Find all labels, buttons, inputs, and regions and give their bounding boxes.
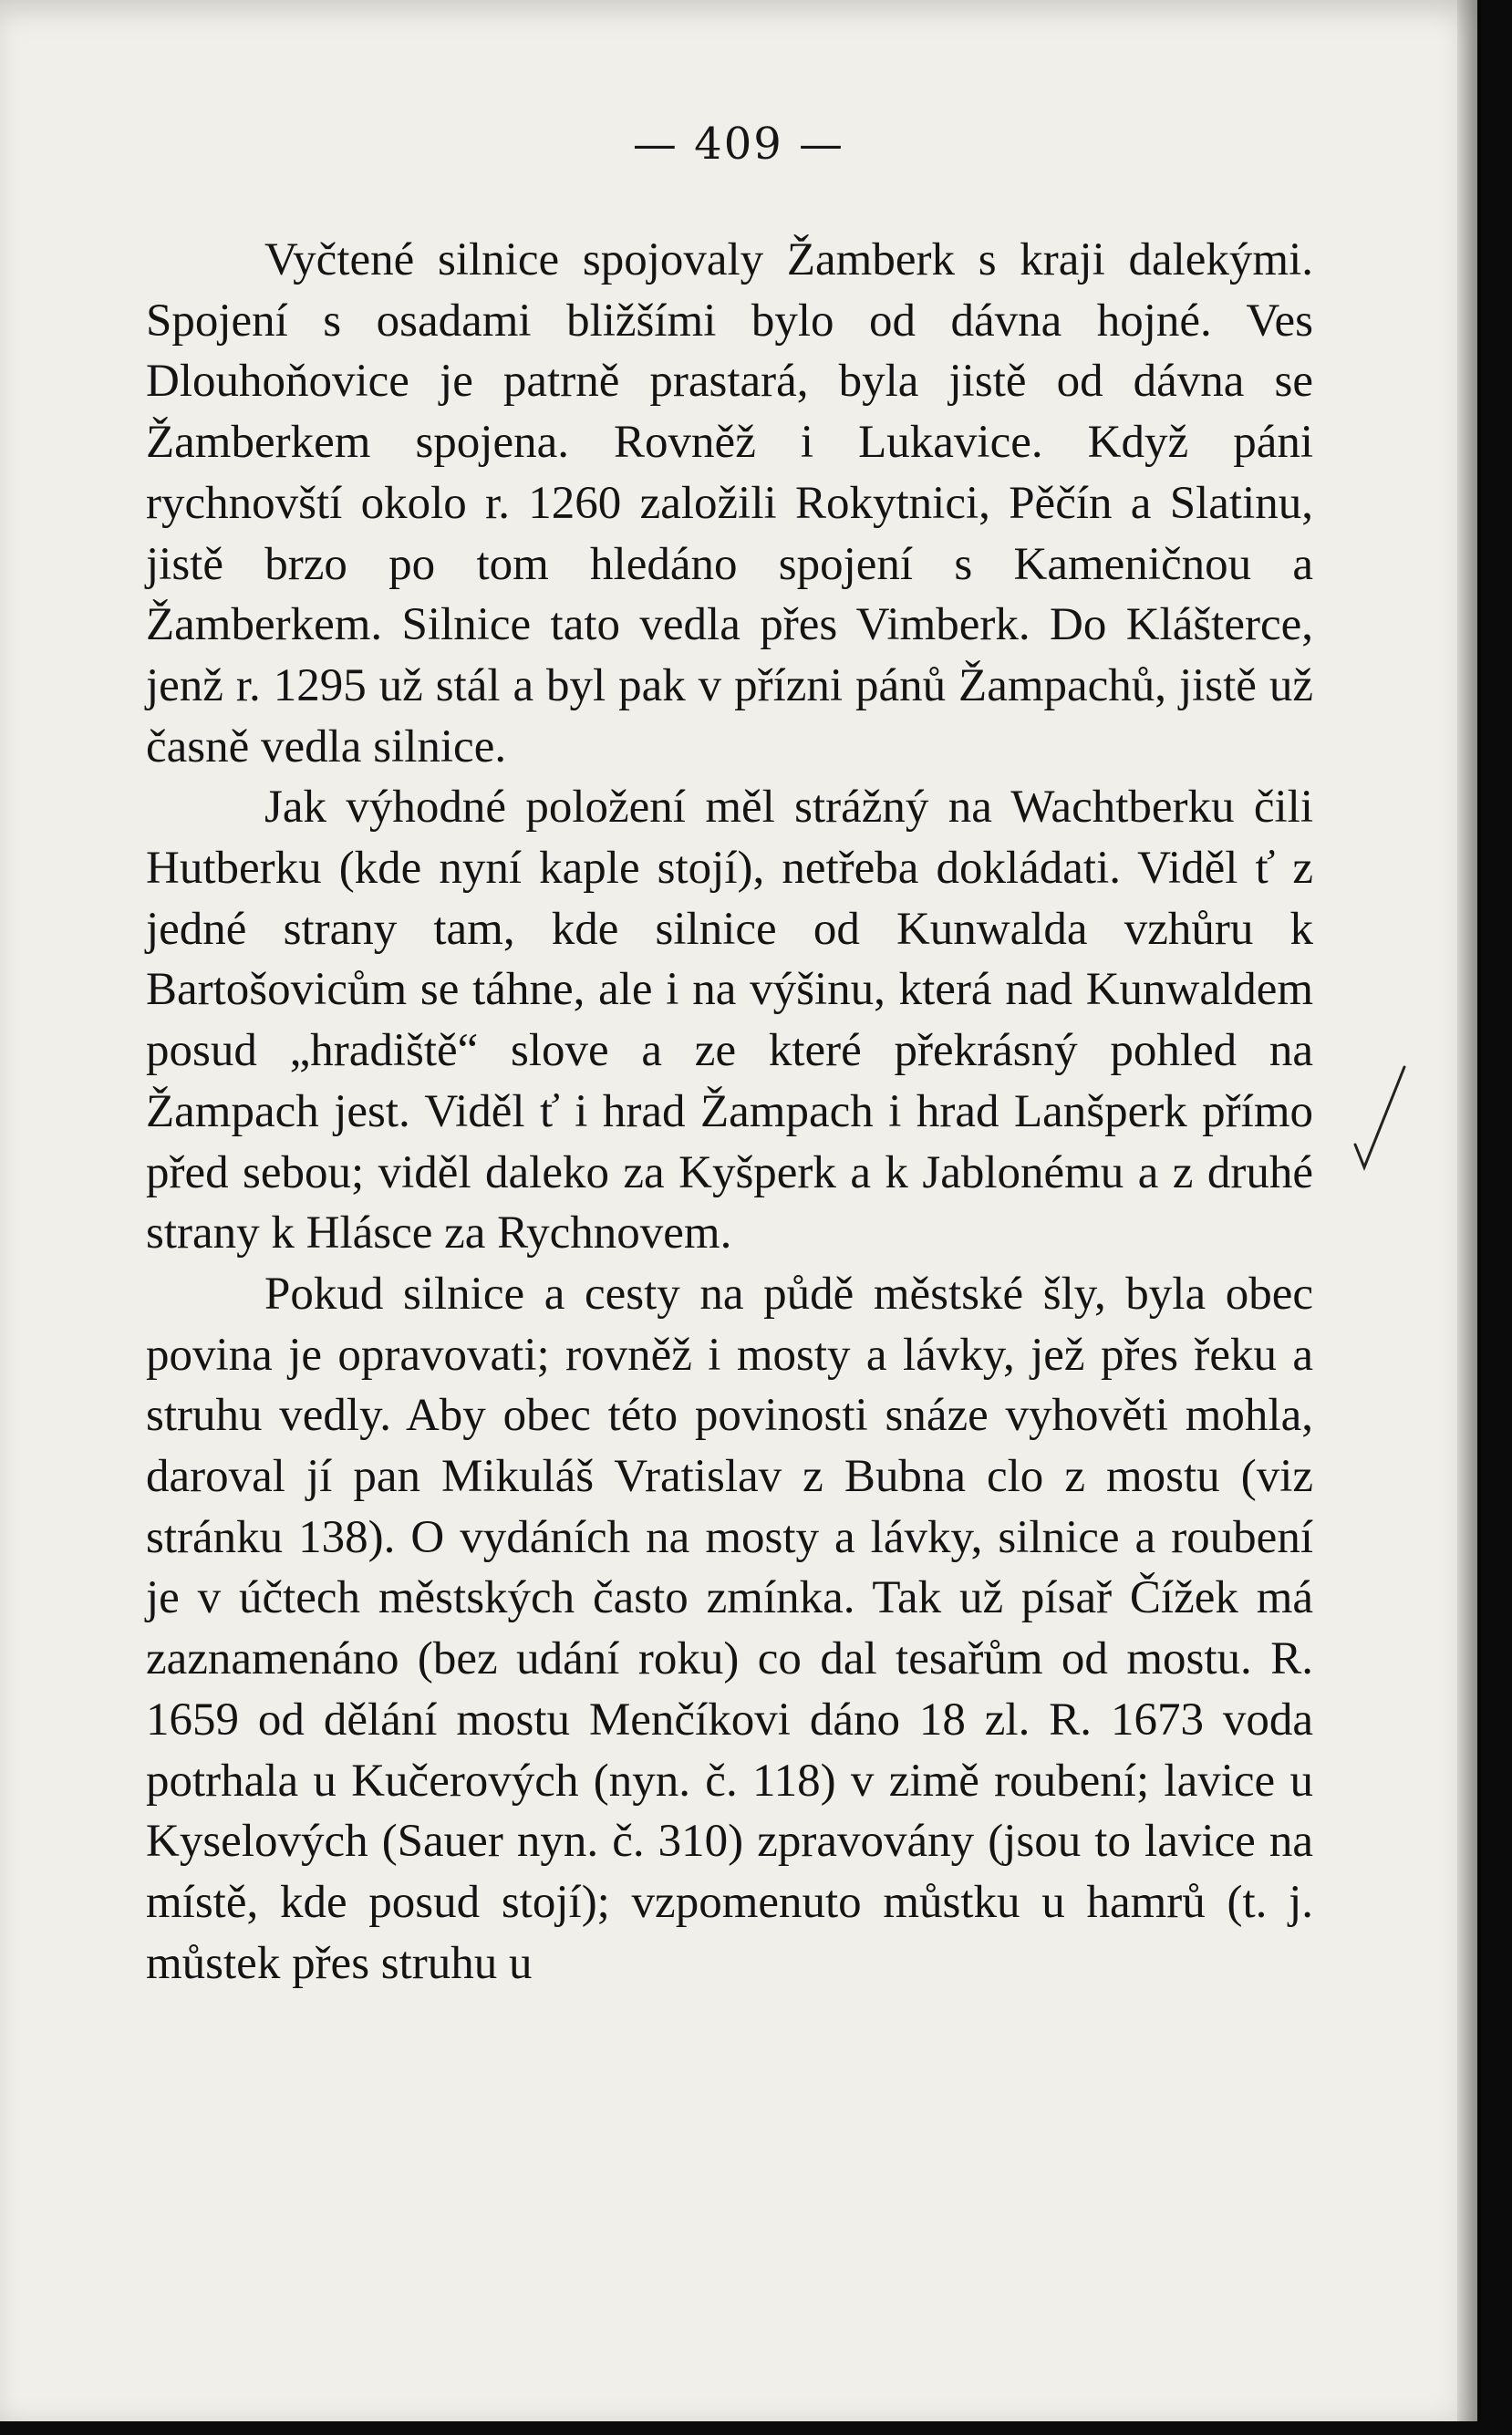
page-number: — 409 —: [632, 119, 845, 170]
margin-check-mark-icon: [1348, 1058, 1412, 1176]
page-spine-shadow: [1457, 0, 1481, 2421]
paragraph-3: Pokud silnice a cesty na půdě městské šly, byla obec povina je opravovati; rovněž i mosty a lávky, jež přes řeku a struhu vedly. Aby obec této povinosti snáze vyhověti mohla, daroval jí pan Mikuláš Vratislav z Bubna clo z mostu (viz stránku 138). O vydáních na mosty a lávky, silnice a roubení je v účtech městských často zmínka. Tak už písař Čížek má zaznamenáno (bez udání roku) co dal tesařům od mostu. R. 1659 od dělání mostu Menčíkovi dáno 18 zl. R. 1673 voda potrhala u Kučerových (nyn. č. 118) v zimě roubení; lavice u Kyselových (Sauer nyn. č. 310) zpravovány (jsou to lavice na místě, kde posud stojí); vzpomenuto můstku u hamrů (t. j. můstek přes struhu u: [146, 1268, 1313, 1989]
paragraph-1: Vyčtené silnice spojovaly Žamberk s kraji dalekými. Spojení s osadami bližšími bylo od dávna hojné. Ves Dlouhoňovice je patrně prastará, byla jistě od dávna se Žamberkem spojena. Rovněž i Lukavice. Když páni rychnovští okolo r. 1260 založili Rokytnici, Pěčín a Slatinu, jistě brzo po tom hledáno spojení s Kameničnou a Žamberkem. Silnice tato vedla přes Vimberk. Do Klášterce, jenž r. 1295 už stál a byl pak v přízni pánů Žampachů, jistě už časně vedla silnice.: [146, 234, 1313, 772]
paragraph-2: Jak výhodné položení měl strážný na Wachtberku čili Hutberku (kde nyní kaple stojí), netřeba dokládati. Viděl ť z jedné strany tam, kde silnice od Kunwalda vzhůru k Bartošovicům se táhne, ale i na výšinu, která nad Kunwaldem posud „hradiště“ slove a ze které překrásný pohled na Žampach jest. Viděl ť i hrad Žampach i hrad Lanšperk přímo před sebou; viděl daleko za Kyšperk a k Jablonému a z druhé strany k Hlásce za Rychnovem.: [146, 782, 1313, 1259]
body-text: [146, 230, 1313, 1994]
